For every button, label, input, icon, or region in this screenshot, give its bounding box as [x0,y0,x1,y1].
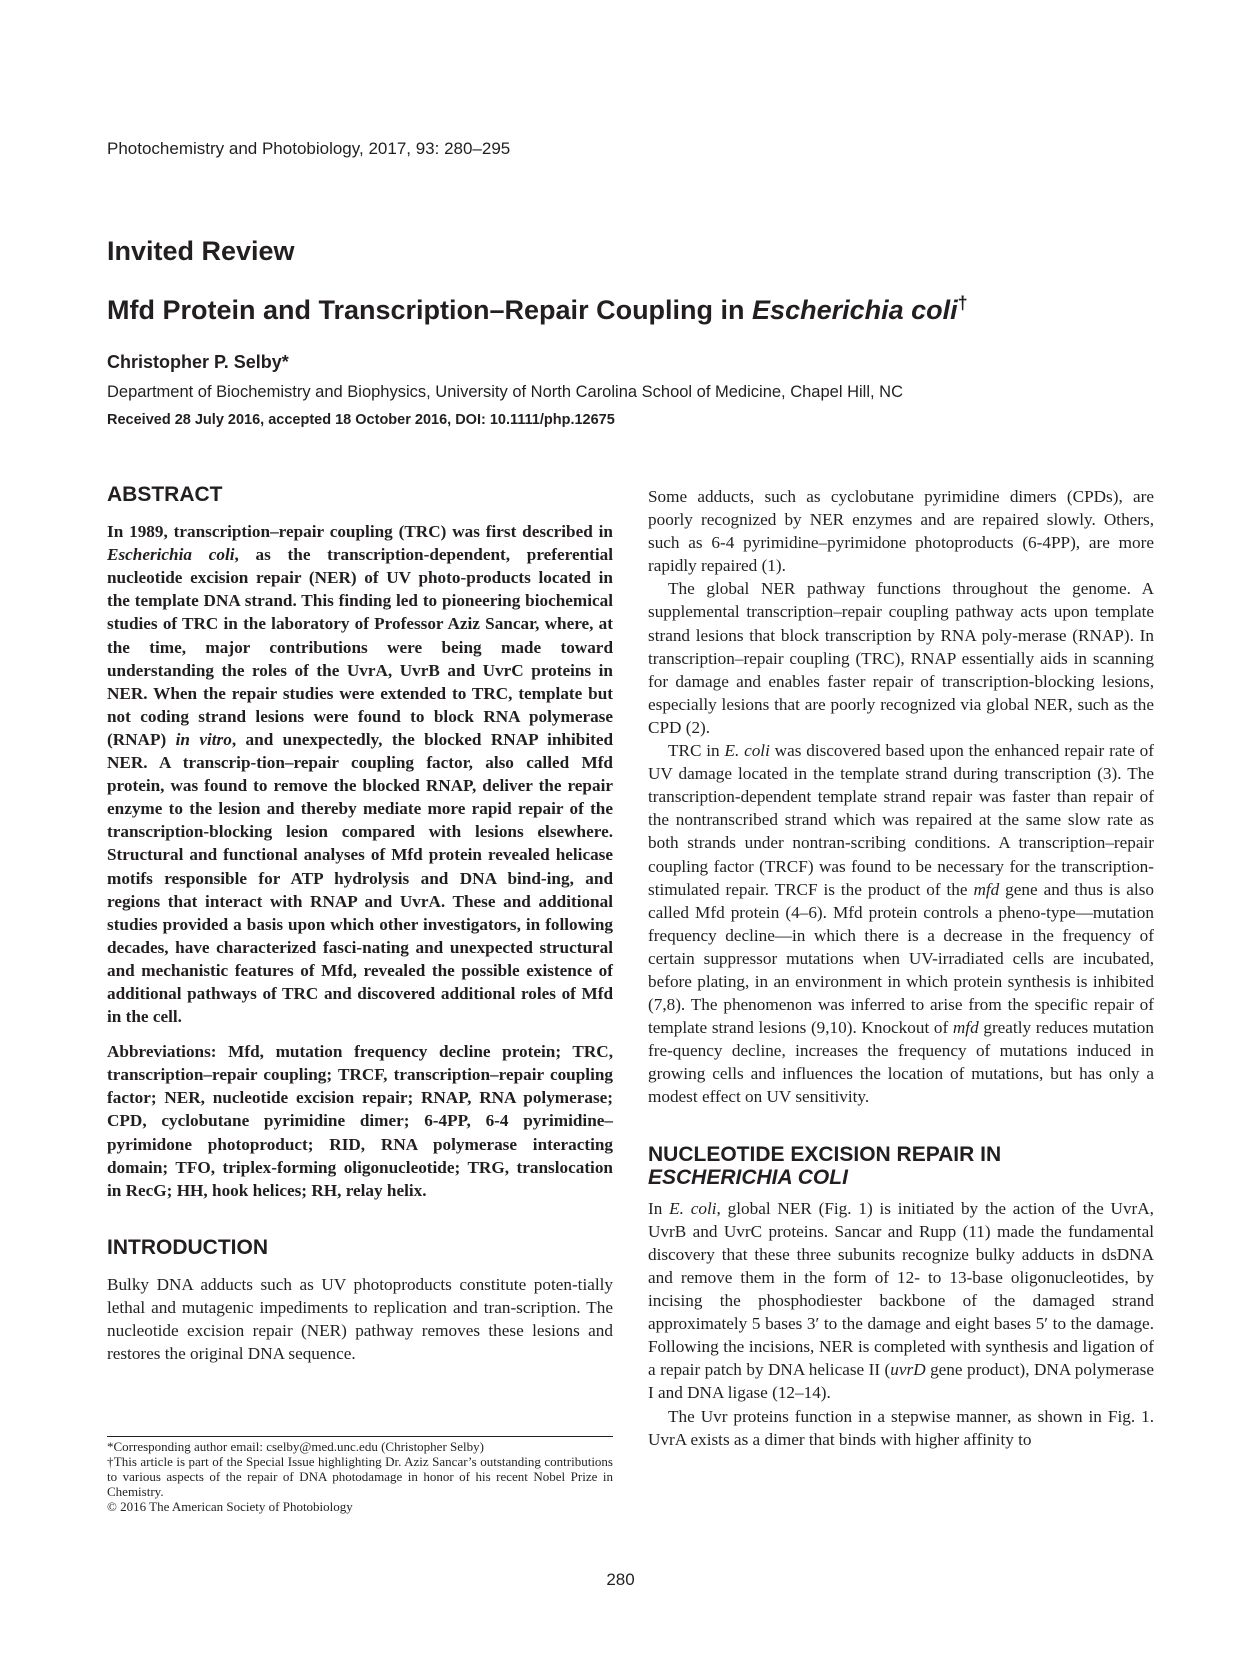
text-run: Abbreviations: Mfd, mutation frequency decline protein; TRC, transcription–repair coupling; TRCF, transcription–repair coupling factor; NER, nucleotide excision repair; RNAP, RNA polymerase; CPD, cyclobutane pyrimidine dimer; 6-4PP, 6-4 pyrimidine–pyrimidone photoproduct; RID, RNA polymerase interacting domain; TFO, triplex-forming oligonucleotide; TRG, translocation in RecG; HH, hook helices; RH, relay helix. [107,1042,613,1200]
introduction-heading: INTRODUCTION [107,1235,268,1259]
text-run: was discovered based upon the enhanced repair rate of UV damage located in the template strand during transcription (3). The transcription-dependent template strand repair was faster than repair of the nontranscribed strand which was repaired at the same slow rate as both strands under nontran-scribing conditions. A transcription–repair coupling factor (TRCF) was found to be necessary for the transcription-stimulated repair. TRCF is the product of the [648,741,1154,899]
page-number: 280 [606,1570,635,1589]
text-run: , and unexpectedly, the blocked RNAP inhibited NER. A transcrip-tion–repair coupling factor, also called Mfd protein, was found to remove the blocked RNAP, deliver the repair enzyme to the lesion and thereby mediate more rapid repair of the transcription-blocking lesion compared with lesions elsewhere. Structural and functional analyses of Mfd protein revealed helicase motifs responsible for ATP hydrolysis and DNA bind-ing, and regions that interact with RNAP and UvrA. These and additional studies provided a basis upon which other investigators, in following decades, have characterized fasci-nating and unexpected structural and mechanistic features of Mfd, revealed the possible existence of additional pathways of TRC and discovered additional roles of Mfd in the cell. [107,729,614,1027]
copyright-note: © 2016 The American Society of Photobiology [107,1499,353,1514]
text-run: In 1989, transcription–repair coupling (TRC) was first described in [107,522,613,542]
footnotes [107,1436,613,1514]
ner-heading-line2: ESCHERICHIA COLI [648,1165,848,1189]
text-run: Some adducts, such as cyclobutane pyrimidine dimers (CPDs), are poorly recognized by NER enzymes and are repaired slowly. Others, such as 6-4 pyrimidine–pyrimidone photoproducts (6-4PP), are more rapidly repaired (1). [648,487,1154,576]
body-paragraph [107,1273,613,1365]
text-run: The Uvr proteins function in a stepwise manner, as shown in Fig. 1. UvrA exists as a dimer that binds with higher affinity to [648,1406,1154,1449]
abstract-heading: ABSTRACT [107,483,223,506]
text-run: In [648,1198,670,1218]
corresponding-author-note: *Corresponding author email: cselby@med.unc.edu (Christopher Selby) [107,1439,484,1454]
body-paragraph [648,577,1154,739]
text-run: TRC in [668,741,725,761]
text-run: gene and thus is also called Mfd protein (4–6). Mfd protein controls a pheno-type—mutation frequency decline—in which there is a decrease in the frequency of certain suppressor mutations when UV-irradiated cells are incubated, before plating, in an environment in which protein synthesis is inhibited (7,8). The phenomenon was inferred to arise from the specific repair of template strand lesions (9,10). Knockout of [648,879,1154,1038]
left-column [107,483,613,1365]
italic-text: in vitro [175,729,232,749]
right-column [648,485,1154,1451]
title-italic: Escherichia coli [752,295,958,325]
title-main: Mfd Protein and Transcription–Repair Coupling in [107,295,753,325]
affiliation: Department of Biochemistry and Biophysics, University of North Carolina School of Medicine, Chapel Hill, NC [107,383,903,401]
italic-text: mfd [973,879,1000,899]
italic-text: Escherichia coli [107,545,235,565]
italic-text: uvrD [890,1360,926,1380]
italic-text: mfd [952,1018,979,1038]
special-issue-note: †This article is part of the Special Issue highlighting Dr. Aziz Sancar’s outstanding contributions to various aspects of the repair of DNA photodamage in honor of his recent Nobel Prize in Chemistry. [107,1454,613,1499]
abbreviations-paragraph [107,1040,613,1202]
abstract-section [107,483,613,1202]
ner-heading-line1: NUCLEOTIDE EXCISION REPAIR IN [648,1142,1002,1166]
abstract-paragraph [107,520,613,1028]
title-dagger: † [957,293,968,313]
italic-text: E. coli [724,741,770,761]
text-run: , global NER (Fig. 1) is initiated by the action of the UvrA, UvrB and UvrC proteins. Sancar and Rupp (11) made the fundamental discovery that these three subunits recognize bulky adducts in dsDNA and remove them in the form of 12- to 13-base oligonucleotides, by incising the phosphodiester backbone of the damaged strand approximately 5 bases 3′ to the damage and eight bases 5′ to the damage. Following the incisions, NER is completed with synthesis and ligation of a repair patch by DNA helicase II ( [648,1198,1154,1380]
received-dates: Received 28 July 2016, accepted 18 October 2016, DOI: 10.1111/php.12675 [107,412,615,428]
article-title [107,293,968,326]
body-paragraph [648,485,1154,577]
introduction-section [107,1236,613,1365]
journal-citation: Photochemistry and Photobiology, 2017, 93: 280–295 [107,139,511,158]
text-run: Bulky DNA adducts such as UV photoproducts constitute poten-tially lethal and mutagenic impediments to replication and tran-scription. The nucleotide excision repair (NER) pathway removes these lesions and restores the original DNA sequence. [107,1274,613,1364]
text-run: gene product), DNA polymerase I and DNA ligase (12–14). [648,1360,1155,1403]
italic-text: E. coli [669,1198,717,1218]
body-paragraph [648,739,1154,1109]
text-run: The global NER pathway functions throughout the genome. A supplemental transcription–repair coupling pathway acts upon template strand lesions that block transcription by RNA poly-merase (RNAP). In transcription–repair coupling (TRC), RNAP essentially aids in scanning for damage and enables faster repair of transcription-blocking lesions, especially lesions that are poorly recognized via global NER, such as the CPD (2). [648,579,1154,737]
ner-heading [648,1143,1154,1189]
text-run: greatly reduces mutation fre-quency decline, increases the frequency of mutations induced in growing cells and influences the location of mutations, but has only a modest effect on UV sensitivity. [648,1018,1154,1107]
author: Christopher P. Selby* [107,352,289,372]
text-run: , as the transcription-dependent, preferential nucleotide excision repair (NER) of UV photo-products located in the template DNA strand. This finding led to pioneering biochemical studies of TRC in the laboratory of Professor Aziz Sancar, where, at the time, major contributions were being made toward understanding the roles of the UvrA, UvrB and UvrC proteins in NER. When the repair studies were extended to TRC, template but not coding strand lesions were found to block RNA polymerase (RNAP) [107,545,613,749]
article-type: Invited Review [107,236,295,266]
body-paragraph [648,1197,1154,1405]
body-paragraph [648,1405,1154,1451]
